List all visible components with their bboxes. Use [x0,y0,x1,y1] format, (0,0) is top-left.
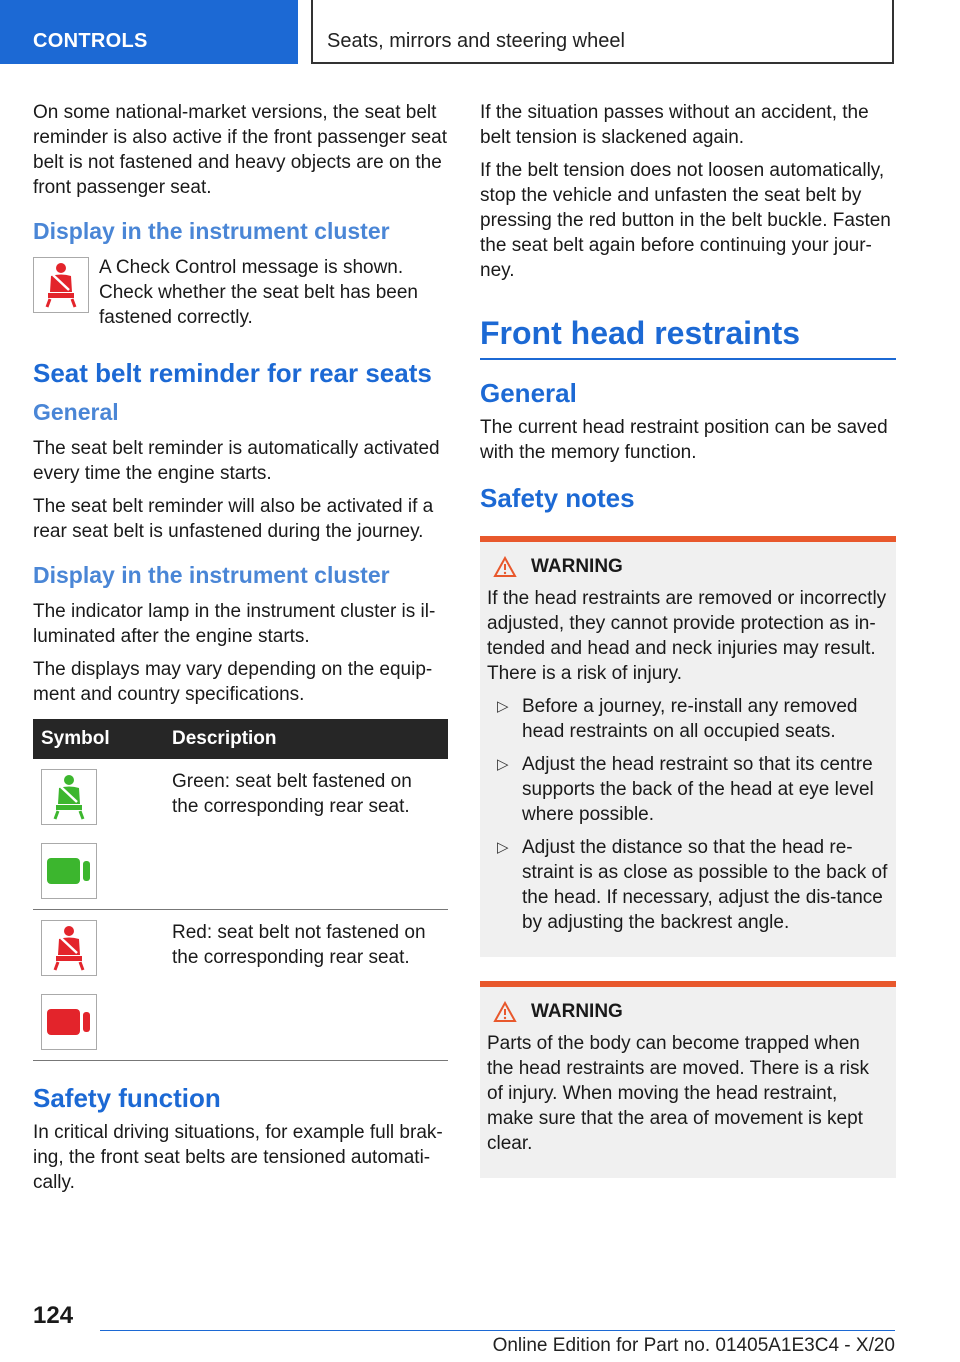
header-chapter-tab [311,0,894,64]
warning-text-2: Parts of the body can become trapped when the head restraints are moved. There is a risk of injury. When moving the head restraint, make sure that the area of movement is kept clear. [487,1033,869,1154]
header-section-label: CONTROLS [33,30,148,52]
general-heading-right: General [480,378,577,408]
display-paragraph-1: The indicator lamp in the instrument cluster is il-luminated after the engine starts. [33,601,436,647]
description-cell: Red: seat belt not fastened on the corresponding rear seat. [164,910,448,1061]
display-paragraph-2: The displays may vary depending on the equip-ment and country specifications. [33,659,433,705]
triangle-bullet-icon: ▷ [497,756,509,773]
list-item: ▷ Adjust the head restraint so that its centre supports the back of the head at eye level where possible. [497,754,874,825]
warning-label: WARNING [531,1001,623,1022]
safety-notes-heading: Safety notes [480,483,635,513]
warning-title-1 [487,556,888,578]
header-chapter-label: Seats, mirrors and steering wheel [327,30,625,52]
warning-box-2 [480,981,896,1178]
rear-seat-red-icon [41,994,97,1050]
right-paragraph-1: If the situation passes without an accident, the belt tension is slackened again. [480,102,869,148]
general-paragraph-2: The seat belt reminder will also be activated if a rear seat belt is unfastened during the journey. [33,496,434,542]
right-paragraph-2: If the belt tension does not loosen automatically, stop the vehicle and unfasten the seat belt by pressing the red button in the belt buckle. Fasten the seat belt again before continuing your jour-ney. [480,160,891,281]
header-section-tab [0,0,298,64]
warning-label: WARNING [531,556,623,577]
footer-edition: Online Edition for Part no. 01405A1E3C4 - X/20 [492,1335,895,1356]
warning-icon [493,556,517,578]
display-heading-2: Display in the instrument cluster [33,562,390,588]
head-restraints-heading: Front head restraints [480,315,896,360]
symbol-cell [33,759,164,910]
check-control-row [33,255,448,330]
seatbelt-green-icon [41,769,97,825]
table-row [33,910,448,1061]
warning-icon [493,1001,517,1023]
warning-list [487,694,888,935]
page-number: 124 [33,1302,74,1329]
rear-reminder-heading: Seat belt reminder for rear seats [33,358,432,388]
table-header-symbol: Symbol [33,719,164,759]
symbol-cell [33,910,164,1061]
table-header-description: Description [164,719,448,759]
table-row [33,759,448,910]
left-column [33,100,448,1203]
safety-function-heading: Safety function [33,1083,221,1113]
display-heading-1: Display in the instrument cluster [33,218,390,244]
seatbelt-red-icon [41,920,97,976]
safety-function-text: In critical driving situations, for example full brak-ing, the front seat belts are tensioned automati-cally. [33,1122,443,1193]
general-paragraph-1: The seat belt reminder is automatically activated every time the engine starts. [33,438,440,484]
general-text-right: The current head restraint position can be saved with the memory function. [480,417,888,463]
warning-title-2 [487,1001,888,1023]
rear-seat-green-icon [41,843,97,899]
symbol-table [33,719,448,1061]
right-column [480,100,896,1202]
triangle-bullet-icon: ▷ [497,698,509,715]
check-control-text: A Check Control message is shown. Check whether the seat belt has been fastened correctly. [99,257,418,328]
seatbelt-red-icon [33,257,89,313]
footer-divider [100,1330,895,1331]
intro-paragraph: On some national-market versions, the seat belt reminder is also active if the front passenger seat belt is not fastened and heavy objects are on the front passenger seat. [33,102,447,198]
description-cell: Green: seat belt fastened on the corresponding rear seat. [164,759,448,910]
list-item: ▷ Adjust the distance so that the head re-straint is as close as possible to the back of the head. If necessary, adjust the dis-tance by adjusting the backrest angle. [497,837,888,933]
list-item: ▷ Before a journey, re-install any removed head restraints on all occupied seats. [497,696,858,742]
warning-text-1: If the head restraints are removed or incorrectly adjusted, they cannot provide protection as in-tended and head and neck injuries may result. There is a risk of injury. [487,588,887,684]
general-heading-left: General [33,399,119,425]
triangle-bullet-icon: ▷ [497,839,509,856]
warning-box-1 [480,536,896,957]
